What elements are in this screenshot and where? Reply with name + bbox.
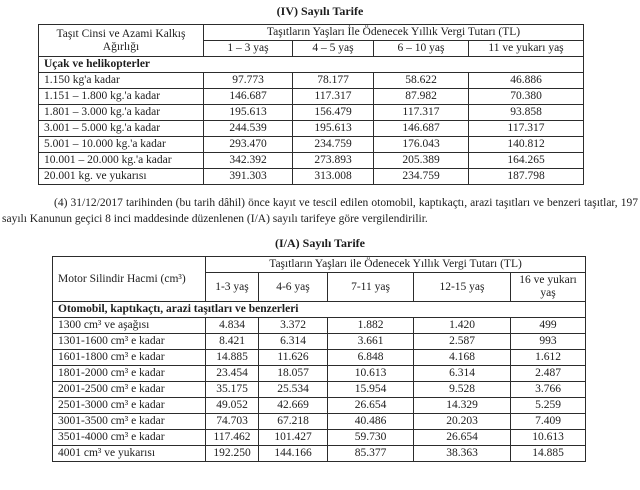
table-row	[53, 334, 586, 350]
table-iv-col1-header: Taşıt Cinsi ve Azami Kalkış Ağırlığı	[39, 25, 204, 57]
value-cell: 87.982	[374, 89, 469, 105]
value-cell: 2.587	[414, 334, 511, 350]
row-label: 1300 cm³ ve aşağısı	[53, 318, 206, 334]
table-iv-section-label: Uçak ve helikopterler	[39, 57, 584, 73]
table-ia-section-label: Otomobil, kaptıkaçtı, arazi taşıtları ve benzerleri	[53, 302, 586, 318]
table-row	[39, 169, 584, 185]
table-iv-age-col-2: 4 – 5 yaş	[293, 41, 374, 57]
table-ia-header-row-1	[53, 257, 586, 273]
value-cell: 342.392	[204, 153, 293, 169]
value-cell: 70.380	[469, 89, 584, 105]
row-label: 3501-4000 cm³ e kadar	[53, 430, 206, 446]
value-cell: 10.613	[511, 430, 586, 446]
table-row	[53, 382, 586, 398]
table-ia-group-header: Taşıtların Yaşları ile Ödenecek Yıllık Vergi Tutarı (TL)	[206, 257, 586, 273]
value-cell: 1.612	[511, 350, 586, 366]
table-iv-header-row-1	[39, 25, 584, 41]
value-cell: 195.613	[293, 121, 374, 137]
value-cell: 4.834	[206, 318, 259, 334]
table-row	[39, 73, 584, 89]
table-iv-section-row	[39, 57, 584, 73]
value-cell: 3.766	[511, 382, 586, 398]
row-label: 5.001 – 10.000 kg.'a kadar	[39, 137, 204, 153]
table-iv-age-col-3: 6 – 10 yaş	[374, 41, 469, 57]
table-ia-col1-header: Motor Silindir Hacmi (cm³)	[53, 257, 206, 302]
value-cell: 1.420	[414, 318, 511, 334]
value-cell: 5.259	[511, 398, 586, 414]
value-cell: 78.177	[293, 73, 374, 89]
value-cell: 391.303	[204, 169, 293, 185]
value-cell: 6.314	[414, 366, 511, 382]
value-cell: 93.858	[469, 105, 584, 121]
value-cell: 1.882	[328, 318, 414, 334]
value-cell: 101.427	[259, 430, 328, 446]
table-row	[39, 105, 584, 121]
value-cell: 40.486	[328, 414, 414, 430]
value-cell: 234.759	[293, 137, 374, 153]
value-cell: 117.317	[469, 121, 584, 137]
row-label: 1.150 kg'a kadar	[39, 73, 204, 89]
value-cell: 25.534	[259, 382, 328, 398]
value-cell: 156.479	[293, 105, 374, 121]
value-cell: 58.622	[374, 73, 469, 89]
value-cell: 192.250	[206, 446, 259, 462]
row-label: 4001 cm³ ve yukarısı	[53, 446, 206, 462]
row-label: 10.001 – 20.000 kg.'a kadar	[39, 153, 204, 169]
value-cell: 3.661	[328, 334, 414, 350]
table-ia-title: (I/A) Sayılı Tarife	[274, 236, 365, 250]
table-row	[53, 366, 586, 382]
note-paragraph: (4) 31/12/2017 tarihinden (bu tarih dâhil) önce kayıt ve tescil edilen otomobil, kaptıkaçtı, arazi taşıtları ve benzeri taşıtlar, 197 sayılı Kanunun geçici 8 inci maddesinde düzenlenen (I/A) sayılı tarifeye göre vergilendirilir.	[2, 197, 638, 225]
table-row	[53, 318, 586, 334]
row-label: 3.001 – 5.000 kg.'a kadar	[39, 121, 204, 137]
table-iv-title: (IV) Sayılı Tarife	[276, 4, 364, 18]
table-row	[53, 430, 586, 446]
value-cell: 9.528	[414, 382, 511, 398]
table-iv-header	[39, 25, 584, 57]
value-cell: 6.848	[328, 350, 414, 366]
value-cell: 164.265	[469, 153, 584, 169]
value-cell: 140.812	[469, 137, 584, 153]
value-cell: 97.773	[204, 73, 293, 89]
value-cell: 993	[511, 334, 586, 350]
table-row	[39, 137, 584, 153]
table-ia-section-row	[53, 302, 586, 318]
value-cell: 18.057	[259, 366, 328, 382]
value-cell: 38.363	[414, 446, 511, 462]
table-ia-header	[53, 257, 586, 302]
value-cell: 293.470	[204, 137, 293, 153]
value-cell: 499	[511, 318, 586, 334]
table-iv-group-header: Taşıtların Yaşları İle Ödenecek Yıllık Vergi Tutarı (TL)	[204, 25, 584, 41]
value-cell: 176.043	[374, 137, 469, 153]
table-ia-age-col-3: 7-11 yaş	[328, 273, 414, 302]
value-cell: 117.317	[374, 105, 469, 121]
value-cell: 35.175	[206, 382, 259, 398]
value-cell: 2.487	[511, 366, 586, 382]
value-cell: 23.454	[206, 366, 259, 382]
value-cell: 74.703	[206, 414, 259, 430]
row-label: 3001-3500 cm³ e kadar	[53, 414, 206, 430]
value-cell: 313.008	[293, 169, 374, 185]
value-cell: 7.409	[511, 414, 586, 430]
table-ia-age-col-2: 4-6 yaş	[259, 273, 328, 302]
value-cell: 10.613	[328, 366, 414, 382]
value-cell: 14.885	[511, 446, 586, 462]
value-cell: 205.389	[374, 153, 469, 169]
value-cell: 11.626	[259, 350, 328, 366]
value-cell: 6.314	[259, 334, 328, 350]
row-label: 1.151 – 1.800 kg.'a kadar	[39, 89, 204, 105]
table-row	[53, 350, 586, 366]
table-ia-age-col-4: 12-15 yaş	[414, 273, 511, 302]
row-label: 1301-1600 cm³ e kadar	[53, 334, 206, 350]
value-cell: 20.203	[414, 414, 511, 430]
value-cell: 85.377	[328, 446, 414, 462]
value-cell: 14.885	[206, 350, 259, 366]
table-ia	[52, 256, 586, 462]
table-iv-body	[39, 57, 584, 185]
value-cell: 273.893	[293, 153, 374, 169]
table-row	[39, 89, 584, 105]
table-row	[39, 153, 584, 169]
table-ia-age-col-5: 16 ve yukarı yaş	[511, 273, 586, 302]
value-cell: 234.759	[374, 169, 469, 185]
value-cell: 3.372	[259, 318, 328, 334]
value-cell: 117.462	[206, 430, 259, 446]
value-cell: 146.687	[374, 121, 469, 137]
value-cell: 26.654	[328, 398, 414, 414]
value-cell: 4.168	[414, 350, 511, 366]
value-cell: 42.669	[259, 398, 328, 414]
value-cell: 59.730	[328, 430, 414, 446]
table-ia-body	[53, 302, 586, 462]
table-iv	[38, 24, 584, 185]
value-cell: 8.421	[206, 334, 259, 350]
value-cell: 187.798	[469, 169, 584, 185]
value-cell: 46.886	[469, 73, 584, 89]
row-label: 2501-3000 cm³ e kadar	[53, 398, 206, 414]
value-cell: 144.166	[259, 446, 328, 462]
row-label: 1.801 – 3.000 kg.'a kadar	[39, 105, 204, 121]
row-label: 1801-2000 cm³ e kadar	[53, 366, 206, 382]
row-label: 2001-2500 cm³ e kadar	[53, 382, 206, 398]
value-cell: 67.218	[259, 414, 328, 430]
value-cell: 49.052	[206, 398, 259, 414]
value-cell: 26.654	[414, 430, 511, 446]
table-ia-age-col-1: 1-3 yaş	[206, 273, 259, 302]
table-row	[39, 121, 584, 137]
value-cell: 195.613	[204, 105, 293, 121]
value-cell: 146.687	[204, 89, 293, 105]
table-iv-age-col-1: 1 – 3 yaş	[204, 41, 293, 57]
table-row	[53, 446, 586, 462]
row-label: 20.001 kg. ve yukarısı	[39, 169, 204, 185]
value-cell: 14.329	[414, 398, 511, 414]
table-row	[53, 414, 586, 430]
table-iv-age-col-4: 11 ve yukarı yaş	[469, 41, 584, 57]
value-cell: 15.954	[328, 382, 414, 398]
value-cell: 117.317	[293, 89, 374, 105]
table-row	[53, 398, 586, 414]
value-cell: 244.539	[204, 121, 293, 137]
row-label: 1601-1800 cm³ e kadar	[53, 350, 206, 366]
